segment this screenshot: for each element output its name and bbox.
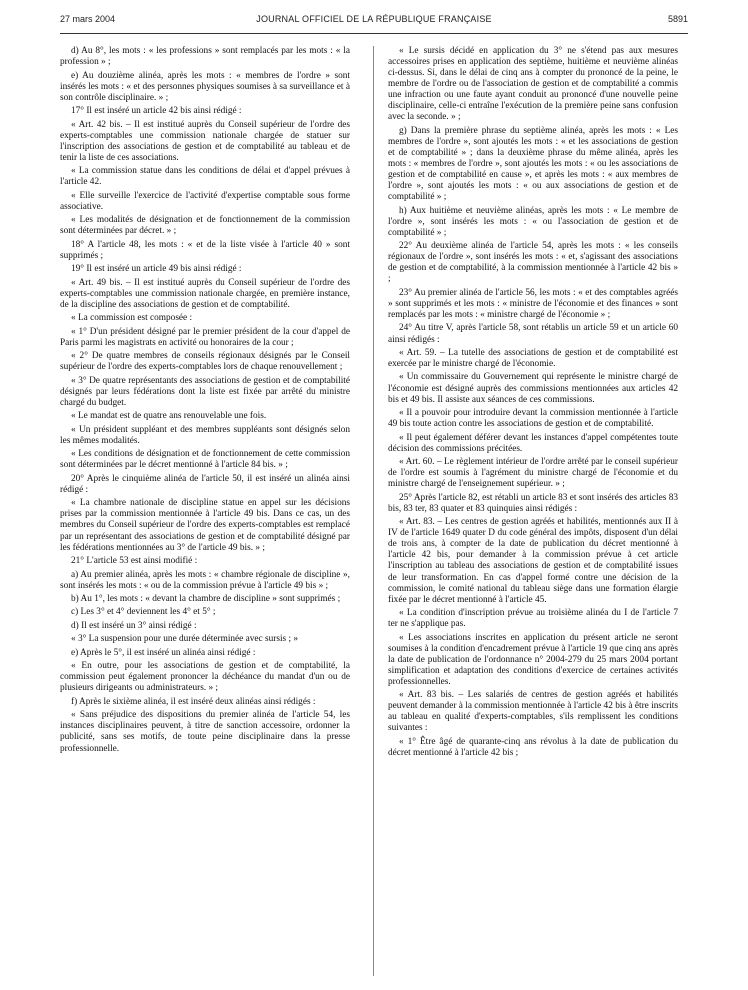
paragraph: 25° Après l'article 82, est rétabli un article 83 et sont insérés des articles 83 bis, 83 ter, 83 quater et 83 quinquies ainsi rédigés : (388, 492, 678, 514)
paragraph: « Art. 59. – La tutelle des associations de gestion et de comptabilité est exercée par le ministre chargé de l'économie. (388, 347, 678, 370)
paragraph: c) Les 3° et 4° deviennent les 4° et 5° ; (71, 607, 216, 618)
paragraph: « Art. 49 bis. – Il est institué auprès du Conseil supérieur de l'ordre des experts-comptables une commission nationale chargée, en première instance, de la discipline des associations de gestion et de comptabilité. (60, 277, 350, 310)
paragraph: 24° Au titre V, après l'article 58, sont rétablis un article 59 et un article 60 ainsi rédigés : (388, 323, 678, 345)
paragraph: b) Au 1°, les mots : « devant la chambre de discipline » sont supprimés ; (71, 594, 341, 605)
paragraph: 20° Après le cinquième alinéa de l'article 50, il est inséré un alinéa ainsi rédigé : (60, 473, 350, 495)
paragraph: 17° Il est inséré un article 42 bis ainsi rédigé : (71, 106, 242, 117)
paragraph: « 3° La suspension pour une durée déterminée avec sursis ; » (71, 634, 299, 645)
paragraph: « Les modalités de désignation et de fonctionnement de la commission sont déterminées par décret. » ; (60, 215, 350, 237)
paragraph: « 1° Être âgé de quarante-cinq ans révolus à la date de publication du décret mentionné à l'article 42 bis ; (388, 736, 678, 758)
paragraph: h) Aux huitième et neuvième alinéas, après les mots : « Le membre de l'ordre », sont insérés les mots : « ou l'association de gestion et de comptabilité » ; (388, 205, 678, 238)
paragraph: « 1° D'un président désigné par le premier président de la cour d'appel de Paris parmi les magistrats en activité ou honoraires de la cour ; (60, 326, 350, 348)
paragraph: « Art. 83 bis. – Les salariés de centres de gestion agréés et habilités peuvent demander à la commission mentionnée à l'article 42 bis à être inscrits au tableau en qualité d'experts-comptables, s'ils remplissent les conditions suivantes : (388, 690, 678, 734)
paragraph: 23° Au premier alinéa de l'article 56, les mots : « et des comptables agréés » sont supprimés et les mots : « ministre de l'économie et des finances » sont remplacés par les mots : « ministre chargé de l'économie » ; (388, 287, 678, 320)
paragraph: « Sans préjudice des dispositions du premier alinéa de l'article 54, les instances disciplinaires peuvent, à titre de sanction accessoire, ordonner la publicité, sans ses motifs, de toute peine disciplinaire dans la presse professionnelle. (60, 710, 350, 754)
paragraph: « Les conditions de désignation et de fonctionnement de cette commission sont déterminées par le décret mentionné à l'article 84 bis. » ; (60, 449, 350, 471)
paragraph: « Un président suppléant et des membres suppléants sont désignés selon les mêmes modalités. (60, 424, 350, 446)
paragraph: e) Au douzième alinéa, après les mots : « membres de l'ordre » sont insérés les mots : « et des personnes physiques soumises à sa surveillance et à son contrôle disciplinaire. » ; (60, 70, 350, 103)
paragraph: « 3° De quatre représentants des associations de gestion et de comptabilité désignés par leurs fédérations dont la liste est fixée par arrêté du ministre chargé du budget. (60, 375, 350, 408)
paragraph: 22° Au deuxième alinéa de l'article 54, après les mots : « les conseils régionaux de l'ordre », sont insérés les mots : « et, s'agissant des associations de gestion et de comptabilité, à la commission mentionnée à l'article 42 bis » ; (388, 241, 678, 285)
journal-title: JOURNAL OFFICIEL DE LA RÉPUBLIQUE FRANÇAISE (256, 14, 492, 24)
header-rule (60, 33, 688, 34)
paragraph: « 2° De quatre membres de conseils régionaux désignés par le Conseil supérieur de l'ordre des experts-comptables lors de chaque renouvellement ; (60, 351, 350, 373)
paragraph: « Art. 60. – Le règlement intérieur de l'ordre arrêté par le conseil supérieur de l'ordre est soumis à l'agrément du ministre chargé de l'économie et du ministre chargé de l'enseignement supérieur. » ; (388, 457, 678, 490)
header-date: 27 mars 2004 (60, 14, 116, 24)
paragraph: « La chambre nationale de discipline statue en appel sur les décisions prises par la commission mentionnée à l'article 49 bis. Dans ce cas, un des membres du Conseil supérieur de l'ordre des experts-comptables est remplacé par un représentant des associations de gestion et de comptabilité désigné par les fédérations mentionnées au 3° de l'article 49 bis. » ; (60, 498, 350, 553)
paragraph: « La condition d'inscription prévue au troisième alinéa du I de l'article 7 ter ne s'applique pas. (388, 608, 678, 630)
page-number: 5891 (667, 14, 688, 24)
paragraph: « Le mandat est de quatre ans renouvelable une fois. (71, 411, 267, 422)
paragraph: « Elle surveille l'exercice de l'activité d'expertise comptable sous forme associative. (60, 190, 350, 212)
paragraph: d) Il est inséré un 3° ainsi rédigé : (71, 620, 197, 631)
paragraph: « La commission est composée : (71, 313, 193, 324)
paragraph: « Art. 42 bis. – Il est institué auprès du Conseil supérieur de l'ordre des experts-comptables une commission nationale chargée de statuer sur l'inscription des associations de gestion et de comptabilité au tableau et de tenir la liste de ces associations. (60, 119, 350, 163)
paragraph: « Les associations inscrites en application du présent article ne seront soumises à la condition d'encadrement prévue à l'article 19 que cinq ans après la date de publication de l'ordonnance n° 2004-279 du 25 mars 2004 portant simplification et adaptation des conditions d'exercice de certaines activités professionnelles. (388, 632, 678, 687)
paragraph: 19° Il est inséré un article 49 bis ainsi rédigé : (71, 264, 242, 275)
column-divider (373, 46, 374, 976)
paragraph: « Un commissaire du Gouvernement qui représente le ministre chargé de l'économie est désigné auprès des commissions mentionnées aux articles 42 bis et 49 bis. Il assiste aux séances de ces commissions. (388, 372, 678, 405)
paragraph: « Le sursis décidé en application du 3° ne s'étend pas aux mesures accessoires prises en application des septième, huitième et neuvième alinéas ci-dessus. Si, dans le délai de cinq ans à compter du prononcé de la peine, le membre de l'ordre ou de l'association de gestion et de comptabilité a commis une infraction ou une faute ayant conduit au prononcé d'une nouvelle peine disciplinaire, celle-ci entraîne l'exécution de la première peine sans confusion avec la seconde. » ; (388, 46, 678, 123)
paragraph: 21° L'article 53 est ainsi modifié : (71, 556, 198, 567)
paragraph: d) Au 8°, les mots : « les professions » sont remplacés par les mots : « la profession » ; (60, 46, 350, 68)
paragraph: g) Dans la première phrase du septième alinéa, après les mots : « Les membres de l'ordre », sont ajoutés les mots : « et les associations de gestion et de comptabilité » ; dans la deuxième phrase du même alinéa, après les mots : « membres de l'ordre », sont ajoutés les mots : « ou les associations de gestion et de comptabilité en cause », et après les mots : « aux membres de l'ordre », sont ajoutés les mots : « ou aux associations de gestion et de comptabilité » ; (388, 125, 678, 203)
paragraph: 18° A l'article 48, les mots : « et de la liste visée à l'article 40 » sont supprimés ; (60, 239, 350, 261)
paragraph: « La commission statue dans les conditions de délai et d'appel prévues à l'article 42. (60, 166, 350, 188)
paragraph: a) Au premier alinéa, après les mots : « chambre régionale de discipline », sont insérés les mots : « ou de la commission prévue à l'article 49 bis » ; (60, 569, 350, 591)
paragraph: « En outre, pour les associations de gestion et de comptabilité, la commission peut également prononcer la déchéance du mandat d'un ou de plusieurs dirigeants ou administrateurs. » ; (60, 661, 350, 694)
paragraph: « Art. 83. – Les centres de gestion agréés et habilités, mentionnés aux II à IV de l'article 1649 quater D du code général des impôts, disposent d'un délai de trois ans, à compter de la date de publication du décret mentionné à l'article 42 bis, pour demander à la commission prévue à cet article l'inscription au tableau des associations de gestion et de comptabilité issues de leur transformation. En cas d'appel formé contre une décision de la commission, le comité national du tableau siège dans une formation élargie fixée par le décret mentionné à l'article 45. (388, 517, 678, 605)
paragraph: « Il peut également déférer devant les instances d'appel compétentes toute décision des commissions précitées. (388, 432, 678, 454)
paragraph: « Il a pouvoir pour introduire devant la commission mentionnée à l'article 49 bis toute action contre les associations de gestion et de comptabilité. (388, 408, 678, 430)
paragraph: f) Après le sixième alinéa, il est inséré deux alinéas ainsi rédigés : (71, 696, 316, 707)
page-header (60, 14, 688, 28)
left-column (60, 46, 350, 982)
right-column (388, 46, 678, 982)
paragraph: e) Après le 5°, il est inséré un alinéa ainsi rédigé : (71, 647, 256, 658)
